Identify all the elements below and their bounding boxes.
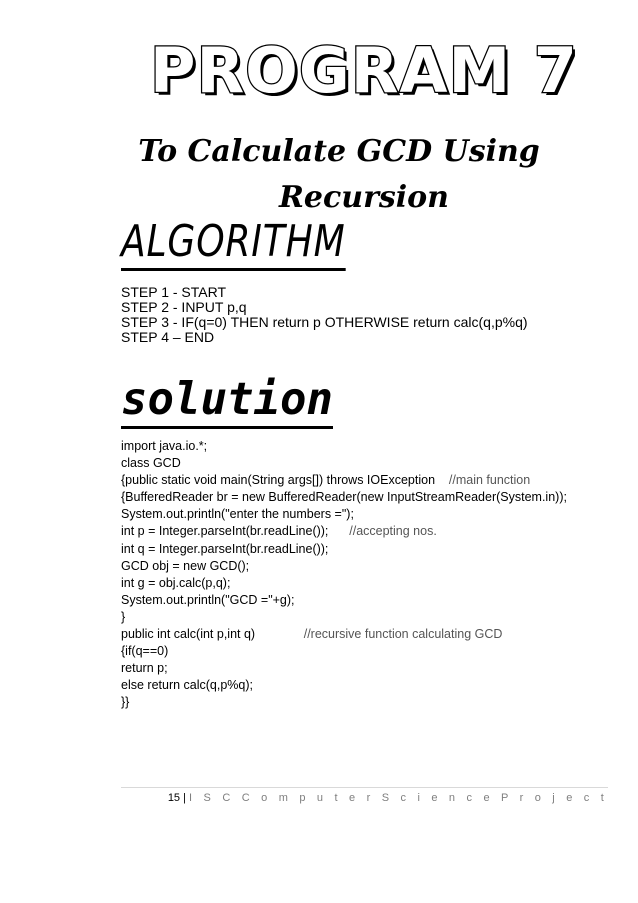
code-text: int g = obj.calc(p,q);	[121, 575, 231, 590]
program-title: PROGRAM 7	[150, 34, 578, 107]
footer-divider	[121, 787, 608, 788]
code-line	[121, 575, 567, 592]
algorithm-steps	[121, 285, 528, 345]
code-text: {BufferedReader br = new BufferedReader(new InputStreamReader(System.in));	[121, 490, 567, 505]
subtitle-line-2: Recursion	[278, 180, 449, 215]
code-text: {if(q==0)	[121, 644, 169, 659]
code-text: public int calc(int p,int q)	[121, 627, 304, 642]
code-line	[121, 609, 567, 626]
algorithm-step: STEP 1 - START	[121, 284, 227, 300]
code-line	[121, 438, 567, 455]
code-text: import java.io.*;	[121, 439, 208, 453]
code-line	[121, 455, 567, 472]
page-number: 15	[167, 792, 181, 804]
code-text: }	[121, 609, 126, 624]
code-text: return p;	[121, 661, 168, 676]
project-name: I S C C o m p u t e r S c i e n c e P r o j e c t	[189, 792, 608, 804]
page-footer	[168, 792, 608, 804]
code-line	[121, 660, 567, 677]
code-line	[121, 541, 567, 558]
subtitle-line-1: To Calculate GCD Using	[138, 134, 540, 169]
code-text: System.out.println("enter the numbers =");	[121, 507, 354, 522]
code-text: class GCD	[121, 456, 181, 471]
algorithm-step: STEP 2 - INPUT p,q	[121, 299, 247, 315]
code-line	[121, 677, 567, 694]
algorithm-step: STEP 4 – END	[121, 329, 215, 345]
code-line	[121, 523, 567, 540]
code-text: }}	[121, 695, 130, 710]
code-block	[121, 438, 567, 712]
footer-separator: |	[180, 792, 190, 804]
code-text: System.out.println("GCD ="+g);	[121, 592, 295, 607]
code-line	[121, 506, 567, 523]
algorithm-heading: ALGORITHM	[121, 220, 346, 271]
code-text: int p = Integer.parseInt(br.readLine());	[121, 524, 350, 539]
code-line	[121, 694, 567, 711]
code-line	[121, 592, 567, 609]
code-text: else return calc(q,p%q);	[121, 678, 254, 693]
code-line	[121, 643, 567, 660]
code-text: {public static void main(String args[]) throws IOException	[121, 473, 449, 488]
solution-heading: solution	[121, 378, 333, 429]
code-comment: //accepting nos.	[349, 524, 437, 539]
code-line	[121, 558, 567, 575]
code-comment: //recursive function calculating GCD	[303, 627, 503, 642]
code-text: GCD obj = new GCD();	[121, 558, 250, 573]
code-line	[121, 489, 567, 506]
code-line	[121, 472, 567, 489]
code-text: int q = Integer.parseInt(br.readLine());	[121, 541, 329, 556]
code-comment: //main function	[448, 473, 531, 488]
code-line	[121, 626, 567, 643]
algorithm-step: STEP 3 - IF(q=0) THEN return p OTHERWISE return calc(q,p%q)	[121, 314, 528, 330]
